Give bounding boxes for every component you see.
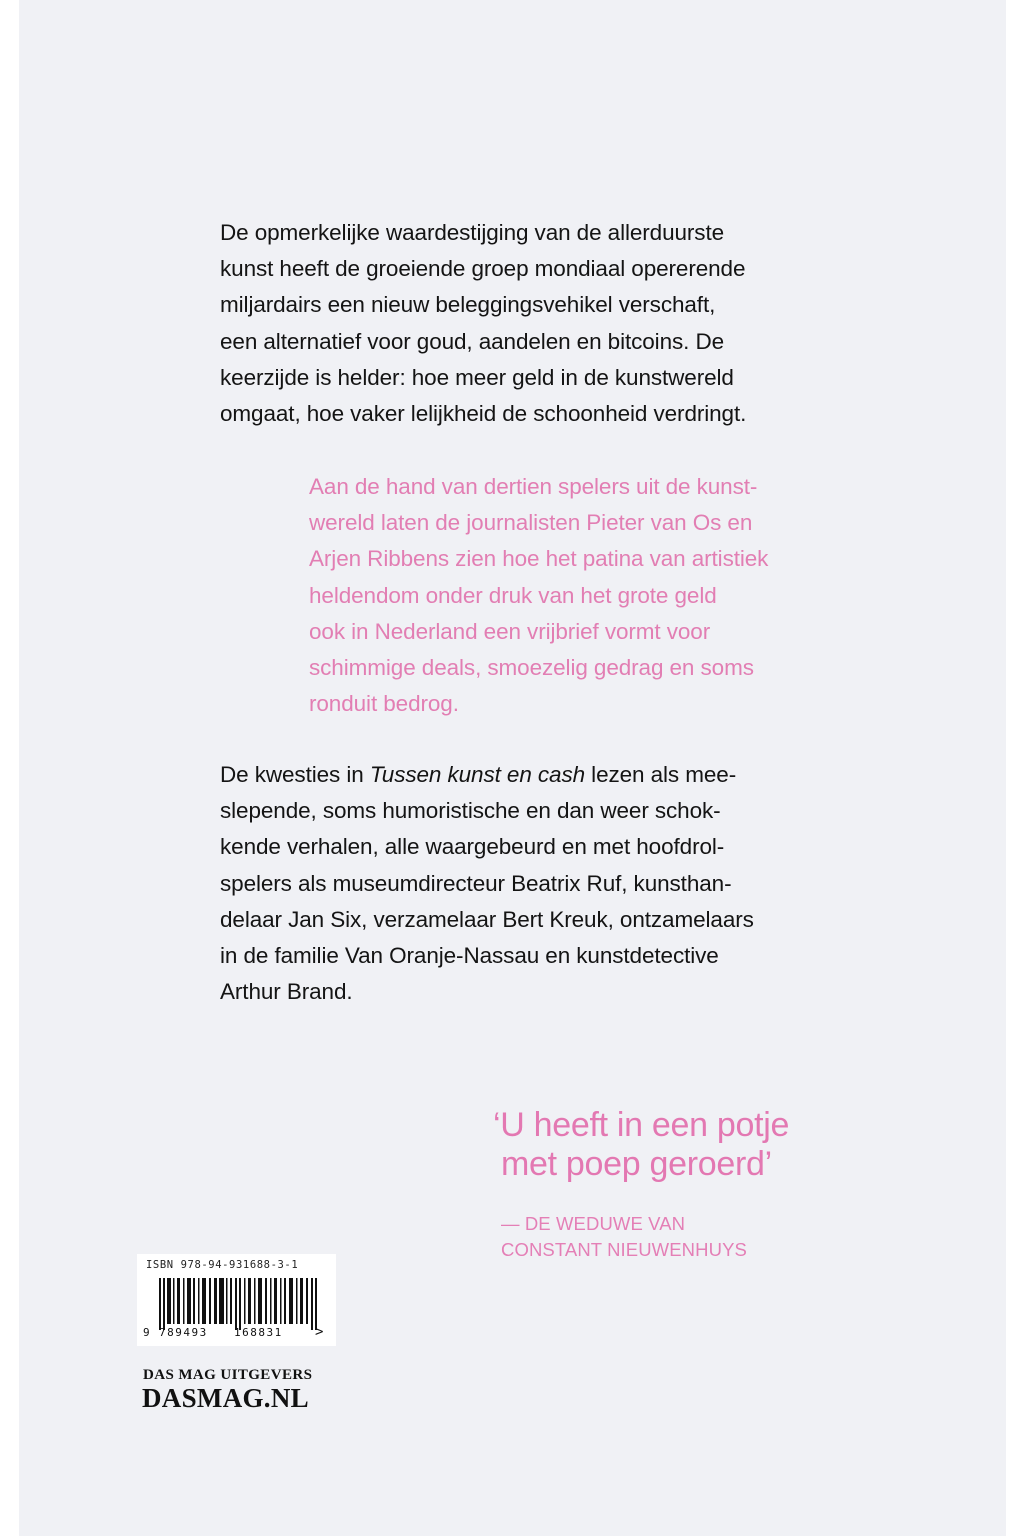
text-line: Arjen Ribbens zien hoe het patina van artistiek xyxy=(309,546,769,572)
barcode-bars-icon xyxy=(159,1278,319,1330)
blurb-paragraph-1 xyxy=(220,215,746,432)
text-segment: lezen als mee- xyxy=(585,762,737,787)
text-line: wereld laten de journalisten Pieter van Os en xyxy=(309,510,753,536)
text-line: ook in Nederland een vrijbrief vormt voor xyxy=(309,618,711,644)
ean-right-group: 168831 xyxy=(234,1326,283,1339)
text-line: Aan de hand van dertien spelers uit de kunst- xyxy=(309,474,758,499)
text-line: delaar Jan Six, verzamelaar Bert Kreuk, ontzamelaars xyxy=(220,906,754,932)
text-line: schimmige deals, smoezelig gedrag en soms xyxy=(309,655,754,681)
text-line: Arthur Brand. xyxy=(220,979,353,1005)
quote-line: met poep geroerd’ xyxy=(501,1145,772,1183)
text-line: heldendom onder druk van het grote geld xyxy=(309,582,717,608)
book-title-italic: Tussen kunst en cash xyxy=(369,762,586,787)
attribution-line: CONSTANT NIEUWENHUYS xyxy=(501,1239,747,1260)
text-line: kunst heeft de groeiende groep mondiaal opererende xyxy=(220,256,746,282)
blurb-paragraph-3 xyxy=(220,757,754,1010)
text-line: kende verhalen, alle waargebeurd en met hoofdrol- xyxy=(220,834,725,860)
isbn-barcode xyxy=(137,1254,336,1346)
ean-first-digit: 9 xyxy=(143,1326,152,1339)
text-line: slepende, soms humoristische en dan weer schok- xyxy=(220,798,721,824)
text-line: spelers als museumdirecteur Beatrix Ruf, kunsthan- xyxy=(220,870,732,896)
blurb-paragraph-2-highlight xyxy=(309,469,768,722)
text-line: ronduit bedrog. xyxy=(309,691,459,717)
text-segment: De kwesties in xyxy=(220,762,370,787)
text-line: miljardairs een nieuw beleggingsvehikel verschaft, xyxy=(220,292,716,318)
pull-quote xyxy=(493,1106,789,1184)
text-line: De opmerkelijke waardestijging van de allerduurste xyxy=(220,220,725,245)
text-line: in de familie Van Oranje-Nassau en kunstdetective xyxy=(220,943,719,969)
text-line: een alternatief voor goud, aandelen en bitcoins. De xyxy=(220,328,725,354)
ean-left-group: 789493 xyxy=(159,1326,208,1339)
quote-line: ‘U heeft in een potje xyxy=(493,1106,790,1144)
publisher-url: DASMAG.NL xyxy=(142,1383,309,1413)
quote-attribution xyxy=(501,1211,747,1263)
attribution-line: — DE WEDUWE VAN xyxy=(501,1213,686,1234)
publisher-name: DAS MAG UITGEVERS xyxy=(143,1367,313,1383)
isbn-label: ISBN 978-94-931688-3-1 xyxy=(146,1259,299,1271)
ean-quiet-zone-arrow: > xyxy=(315,1324,324,1340)
text-line xyxy=(220,757,754,793)
text-line: keerzijde is helder: hoe meer geld in de kunstwereld xyxy=(220,364,734,390)
text-line: omgaat, hoe vaker lelijkheid de schoonheid verdringt. xyxy=(220,401,747,427)
